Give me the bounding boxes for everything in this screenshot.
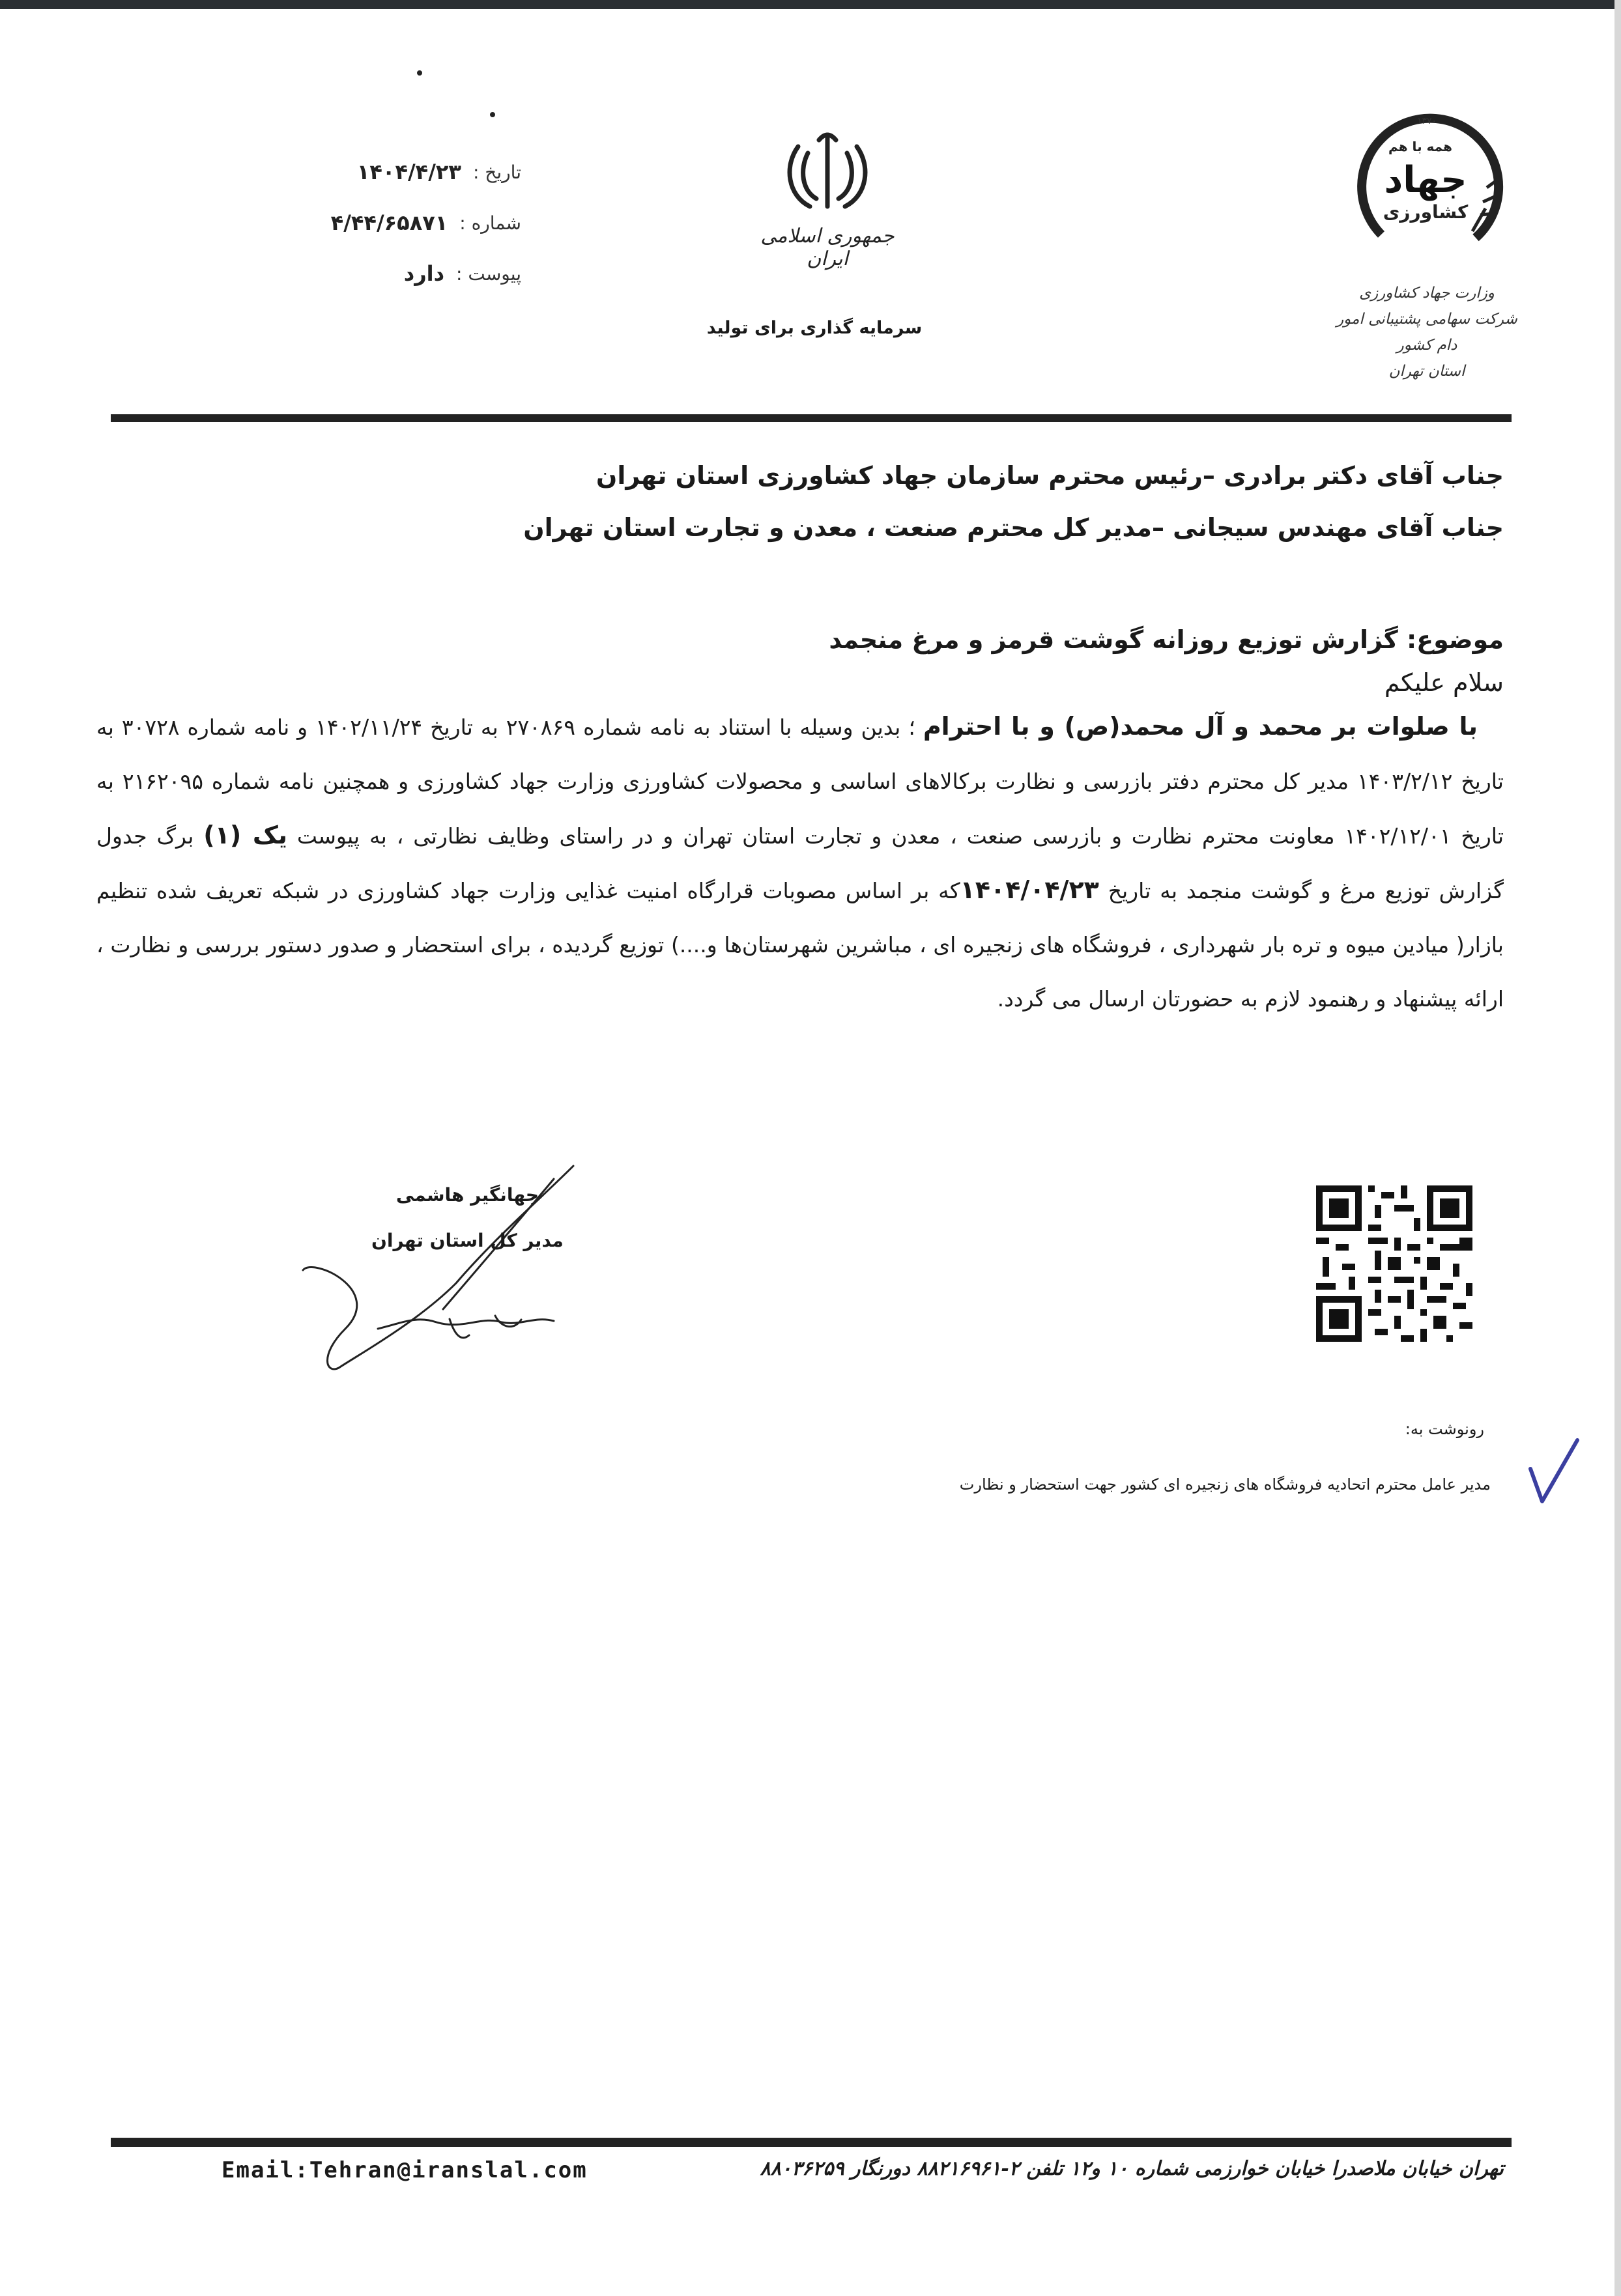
slogan: سرمایه گذاری برای تولید — [706, 318, 923, 338]
number-row — [274, 197, 521, 248]
header-divider — [111, 414, 1512, 422]
ministry-line: وزارت جهاد کشاورزی — [1359, 285, 1495, 302]
logo-top-text: همه با هم — [1388, 139, 1452, 154]
greeting: سلام علیکم — [1384, 668, 1504, 697]
subject: موضوع: گزارش توزیع روزانه گوشت قرمز و مرغ منجمد — [829, 625, 1504, 654]
ministry-line: شرکت سهامی پشتیبانی امور دام کشور — [1336, 311, 1517, 354]
ministry-name — [1329, 280, 1525, 384]
ministry-line: استان تهران — [1388, 363, 1465, 380]
scan-edge — [0, 0, 1621, 9]
attachment-row — [274, 248, 521, 299]
cc-item: مدیر عامل محترم اتحادیه فروشگاه های زنجیره ای کشور جهت استحضار و نظارت — [959, 1475, 1491, 1494]
letter-content — [96, 625, 1504, 1026]
attachment-count: یک (۱) — [203, 821, 288, 849]
report-date: ۱۴۰۴/۰۴/۲۳ — [960, 875, 1099, 904]
ministry-logo — [1342, 104, 1512, 280]
logo-title: جهاد — [1384, 159, 1467, 201]
letter-body — [96, 700, 1504, 1026]
signer-name: جهانگیر هاشمی — [395, 1184, 539, 1206]
addressees — [96, 449, 1504, 554]
letter-meta — [274, 147, 521, 299]
date-row — [274, 147, 521, 197]
footer-email: Email:Tehran@iranslal.com — [222, 2157, 588, 2183]
cc-title: رونوشت به: — [1405, 1420, 1484, 1438]
date-label: تاریخ : — [472, 161, 521, 183]
body-text: ؛ بدین وسیله با استناد به نامه شماره ۲۷۰۸۶۹ به تاریخ ۱۴۰۲/۱۱/۲۴ و نامه شماره ۳۰۷۲۸ به تاریخ ۱۴۰۳/۲/۱۲ مدیر کل محترم دفتر بازرسی و نظارت برکالاهای اساسی و محصولات کشاورزی وزارت جهاد کشاورزی و همچنین نامه شماره ۲۱۶۲۰۹۵ به تاریخ ۱۴۰۲/۱۲/۰۱ معاونت محترم نظارت و بازرسی صنعت ، معدن و تجارت استان تهران و در راستای وظایف نظارتی ، به پیوست — [96, 715, 1504, 849]
logo-year: ۱۳۷۰ — [1416, 116, 1437, 126]
date-value: ۱۴۰۴/۴/۲۳ — [356, 160, 461, 184]
national-emblem — [749, 120, 906, 283]
number-label: شماره : — [459, 212, 521, 234]
attachment-label: پیوست : — [456, 262, 521, 285]
logo-subtitle: کشاورزی — [1383, 201, 1469, 223]
check-mark-icon — [1528, 1436, 1580, 1508]
number-value: ۴/۴۴/۶۵۸۷۱ — [330, 210, 448, 235]
attachment-value: دارد — [403, 261, 444, 286]
addressee: جناب آقای دکتر برادری –رئیس محترم سازمان جهاد کشاورزی استان تهران — [595, 461, 1504, 490]
footer-address: تهران خیابان ملاصدرا خیابان خوارزمی شماره ۱۰ و۱۲ تلفن ۲-۸۸۲۱۶۹۶۱ دورنگار ۸۸۰۳۶۲۵۹ — [760, 2157, 1504, 2180]
stray-mark — [417, 70, 422, 76]
jahad-keshavarzi-logo-icon — [1342, 104, 1512, 280]
body-text: که بر اساس مصوبات قرارگاه امنیت غذایی وزارت جهاد کشاورزی در شبکه تعریف شده تنظیم بازار( میادین میوه و تره بار شهرداری ، فروشگاه های زنجیره ای ، مباشرین شهرستان‌ها و....) توزیع گردیده ، برای استحضار و صدور دستور بررسی و نظارت ، ارائه پیشنهاد و رهنمود لازم به حضورتان ارسال می گردد. — [96, 878, 1504, 1012]
qr-code[interactable] — [1316, 1185, 1472, 1342]
emblem-caption: جمهوری اسلامی ایران — [760, 225, 895, 270]
salutation: با صلوات بر محمد و آل محمد(ص) و با احترام — [923, 712, 1478, 741]
scan-edge-right — [1614, 0, 1621, 2296]
signer-title: مدیر کل استان تهران — [371, 1230, 564, 1251]
stray-mark — [490, 112, 495, 117]
addressee: جناب آقای مهندس سیجانی –مدیر کل محترم صنعت ، معدن و تجارت استان تهران — [523, 513, 1504, 542]
emblem-icon — [779, 120, 876, 218]
signer-block — [371, 1172, 564, 1264]
footer-divider — [111, 2138, 1512, 2147]
body-text: برگ جدول گزارش توزیع مرغ و گوشت منجمد به تاریخ — [96, 823, 1504, 903]
